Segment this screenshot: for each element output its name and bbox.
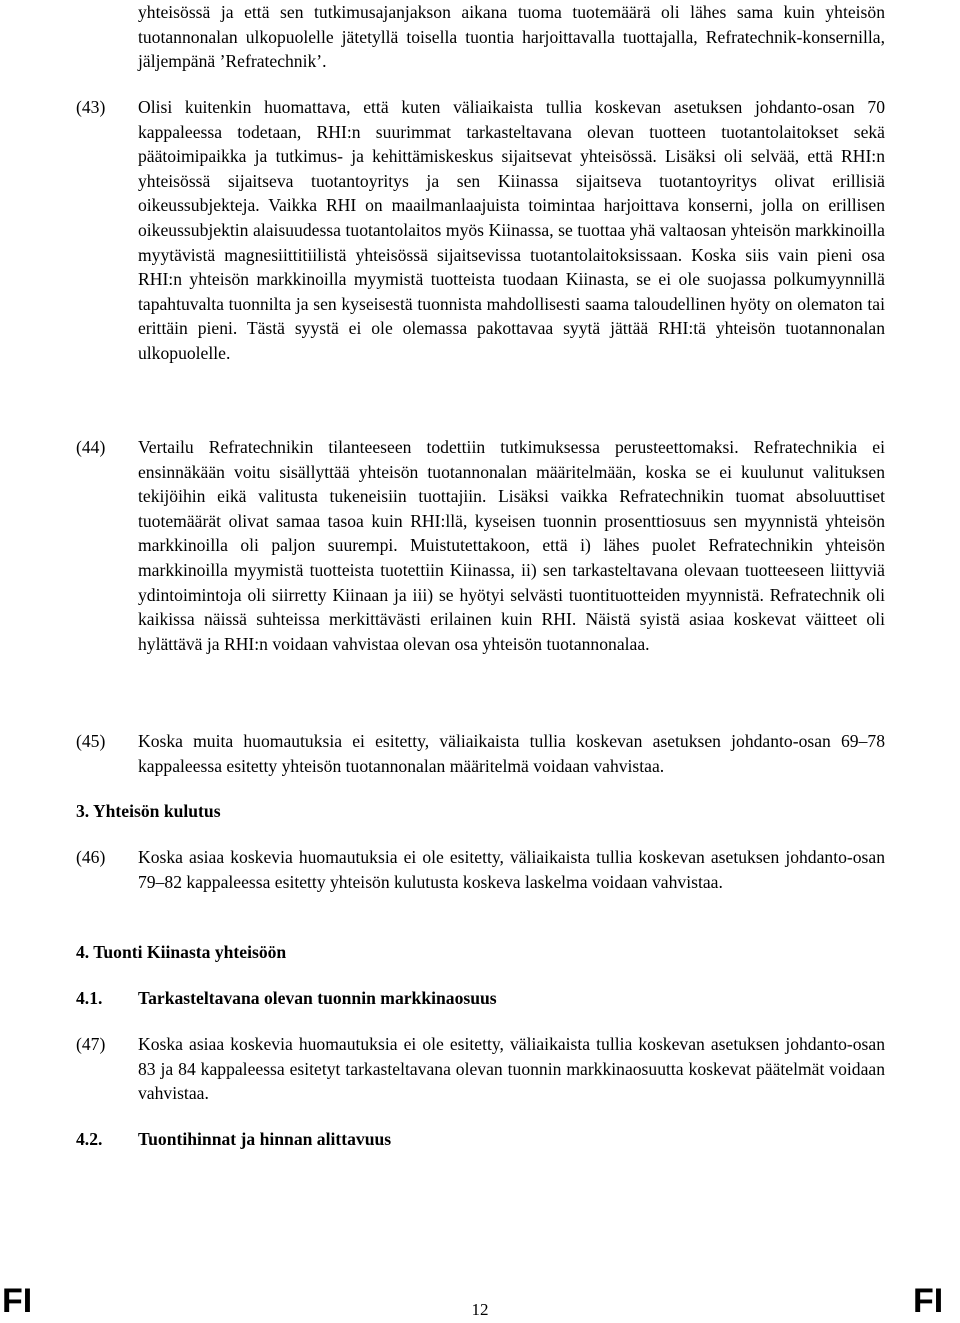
paragraph-45 <box>76 729 885 778</box>
subsection-number: 4.2. <box>76 1129 103 1149</box>
paragraph-number: (44) <box>76 437 106 457</box>
footer-language-left: FI <box>2 1282 33 1320</box>
paragraph-body: Koska muita huomautuksia ei esitetty, väliaikaista tullia koskevan asetuksen johdanto-osan 69–78 kappaleessa esitetty yhteisön tuotannonalan määritelmä voidaan vahvistaa. <box>138 731 885 776</box>
paragraph-number: (47) <box>76 1034 106 1054</box>
subsection-title: Tarkasteltavana olevan tuonnin markkinaosuus <box>138 988 497 1008</box>
paragraph-body: Koska asiaa koskevia huomautuksia ei ole esitetty, väliaikaista tullia koskevan asetuksen johdanto-osan 83 ja 84 kappaleessa esitetyt tarkasteltavana olevan tuonnin markkinaosuutta koskevat päätelmät voidaan vahvistaa. <box>138 1034 885 1104</box>
paragraph-47 <box>76 1032 885 1106</box>
footer-language-right: FI <box>913 1282 944 1320</box>
paragraph-number: (45) <box>76 731 106 751</box>
paragraph-44 <box>76 435 885 656</box>
section-heading-3: 3. Yhteisön kulutus <box>76 801 221 821</box>
continuation-paragraph: yhteisössä ja että sen tutkimusajanjakson aikana tuoma tuotemäärä oli lähes sama kuin yhteisön tuotannonalan ulkopuolelle jätetyllä toisella tuontia harjoittavalla tuottajalla, Refratechnik-konsernilla, jäljempänä ’Refratechnik’. <box>138 2 885 72</box>
paragraph-number: (46) <box>76 847 106 867</box>
paragraph-43 <box>76 95 885 366</box>
subsection-number: 4.1. <box>76 988 103 1008</box>
subsection-heading-4-2 <box>76 1127 391 1152</box>
paragraph-46 <box>76 845 885 894</box>
subsection-heading-4-1 <box>76 986 497 1011</box>
paragraph-number: (43) <box>76 97 106 117</box>
continuation-text <box>138 0 885 74</box>
section-heading-4: 4. Tuonti Kiinasta yhteisöön <box>76 942 287 962</box>
paragraph-body: Vertailu Refratechnikin tilanteeseen todettiin tutkimuksessa perusteettomaksi. Refratechnikia ei ensinnäkään voitu sisällyttää yhteisön tuotannonalan määritelmään, koska se ei kuulunut valituksen tekijöihin eikä valitusta tukeneisiin tuottajiin. Lisäksi vaikka Refratechnikin tuomat absoluuttiset tuotemäärät olivat samaa tasoa kuin RHI:llä, kyseisen tuonnin prosenttiosuus sen myynnistä yhteisön markkinoilla oli paljon suurempi. Muistutettakoon, että i) lähes puolet Refratechnikin yhteisön markkinoilla myymistä tuotteista tuotettiin Kiinassa, ii) sen tarkasteltavana olevaan tuotteeseen liittyviä ydintoimintoja oli siirretty Kiinaan ja iii) se hyötyi selvästi tuontituotteiden myynnistä. Refratechnik oli kaikissa näissä suhteissa merkittävästi erilainen kuin RHI. Näistä syistä asiaa koskevat väitteet oli hylättävä ja RHI:n voidaan vahvistaa olevan osa yhteisön tuotannonalaa. <box>138 437 885 654</box>
subsection-title: Tuontihinnat ja hinnan alittavuus <box>138 1129 392 1149</box>
paragraph-body: Olisi kuitenkin huomattava, että kuten väliaikaista tullia koskevan asetuksen johdanto-osan 70 kappaleessa todetaan, RHI:n suurimmat tarkasteltavana olevan tuotteen tuotantolaitokset sekä päätoimipaikka ja tutkimus- ja kehittämiskeskus sijaitsevat yhteisössä. Lisäksi oli selvää, että RHI:n yhteisössä sijaitseva tuotantoyritys ja sen Kiinassa sijaitseva tuotantoyritys olivat erillisiä oikeussubjekteja. Vaikka RHI on maailmanlaajuista toimintaa harjoittava konserni, jolla on erillisen oikeussubjektin alaisuudessa tuotantolaitos myös Kiinassa, se tuottaa yhä valtaosan yhteisön markkinoilla myytävistä magnesiittitiilistä yhteisössä sijaitsevissa tuotantolaitoksissaan. Koska siis vain pieni osa RHI:n yhteisön markkinoilla myymistä tuotteista tuodaan Kiinasta, se ei ole suojassa polkumyynnillä tapahtuvalta tuonnilta ja sen kyseisestä tuonnista mahdollisesti saama taloudellinen hyöty on olematon tai erittäin pieni. Tästä syystä ei ole olemassa pakottavaa syytä jättää RHI:tä yhteisön tuotannonalan ulkopuolelle. <box>138 97 885 363</box>
page-number: 12 <box>471 1300 489 1319</box>
paragraph-body: Koska asiaa koskevia huomautuksia ei ole esitetty, väliaikaista tullia koskevan asetuksen johdanto-osan 79–82 kappaleessa esitetty yhteisön kulutusta koskeva laskelma voidaan vahvistaa. <box>138 847 885 892</box>
